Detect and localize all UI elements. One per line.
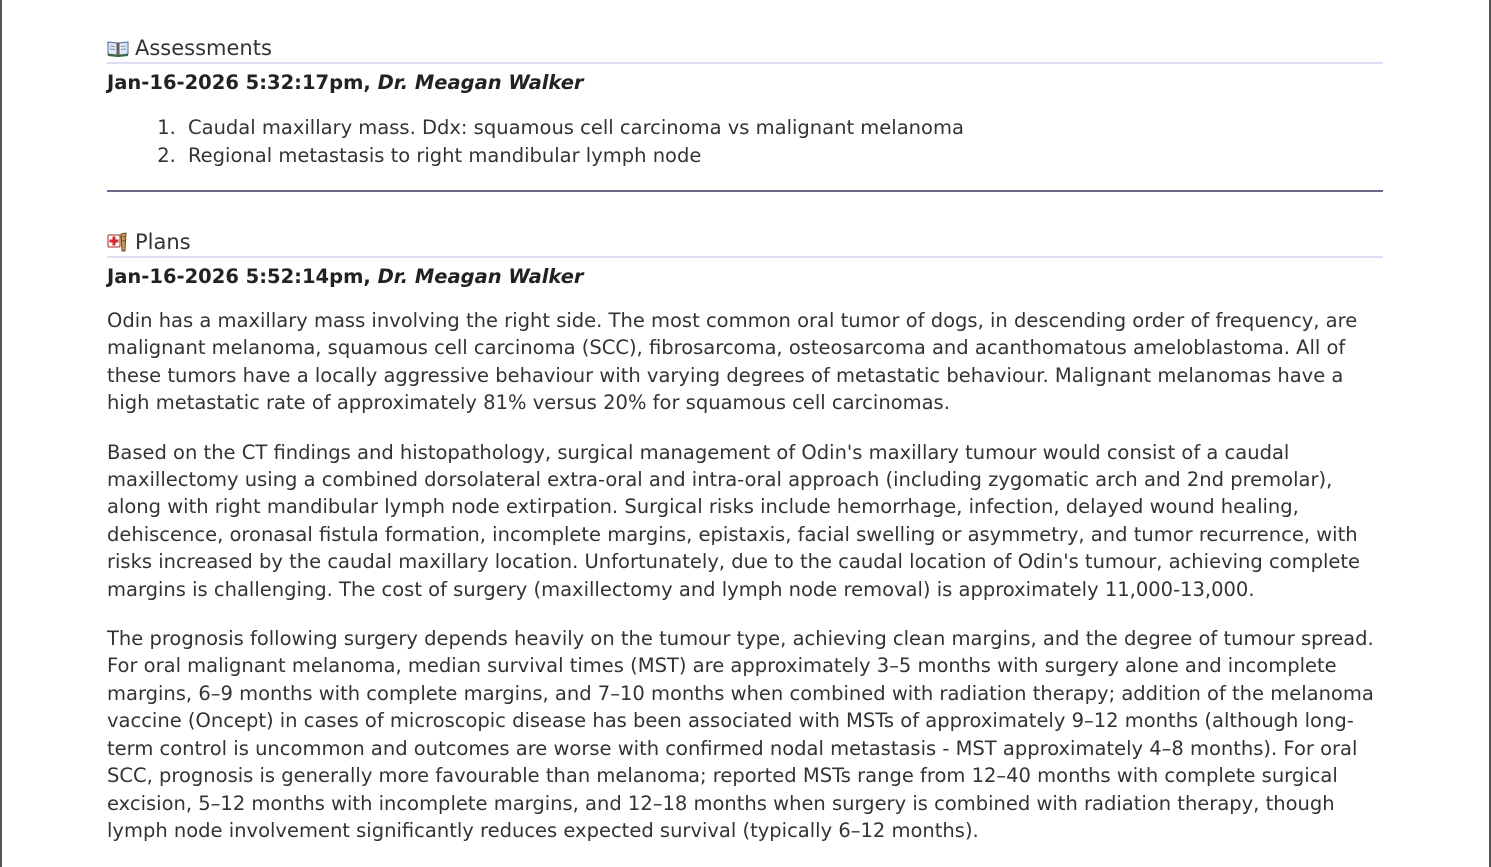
assessment-list — [107, 114, 1383, 170]
plans-title: Plans — [135, 230, 191, 254]
section-divider — [107, 190, 1383, 192]
window-left-edge — [0, 0, 2, 867]
plans-section — [107, 228, 1383, 844]
open-book-icon — [107, 38, 129, 58]
assessment-entry-meta — [107, 71, 1383, 94]
assessment-item: 1. Caudal maxillary mass. Ddx: squamous cell carcinoma vs malignant melanoma — [182, 114, 1383, 142]
assessment-timestamp: Jan-16-2026 5:32:17pm, — [107, 71, 371, 94]
assessments-title: Assessments — [135, 36, 272, 60]
plan-author: Dr. Meagan Walker — [377, 265, 584, 288]
plan-paragraph: Based on the CT findings and histopathology, surgical management of Odin's maxillary tumour would consist of a caudal maxillectomy using a combined dorsolateral extra-oral and intra-oral approach (including zygomatic arch and 2nd premolar), along with right mandibular lymph node extirpation. Surgical risks include hemorrhage, infection, delayed wound healing, dehiscence, oronasal fistula formation, incomplete margins, epistaxis, facial swelling or asymmetry, and tumor recurrence, with risks increased by the caudal maxillary location. Unfortunately, due to the caudal location of Odin's tumour, achieving complete margins is challenging. The cost of surgery (maxillectomy and lymph node removal) is approximately 11,000-13,000. — [107, 440, 1361, 601]
medical-record-content — [107, 34, 1383, 866]
plan-paragraph: The prognosis following surgery depends heavily on the tumour type, achieving clean margins, and the degree of tumour spread. For oral malignant melanoma, median survival times (MST) are approximately 3–5 months with surgery alone and incomplete margins, 6–9 months with complete margins, and 7–10 months when combined with radiation therapy; addition of the melanoma vaccine (Oncept) in cases of microscopic disease has been associated with MSTs of approximately 9–12 months (although long-term control is uncommon and outcomes are worse with confirmed nodal metastasis - MST approximately 4–8 months). For oral SCC, prognosis is generally more favourable than melanoma; reported MSTs range from 12–40 months with complete surgical excision, 5–12 months with incomplete margins, and 12–18 months when surgery is combined with radiation therapy, though lymph node involvement significantly reduces expected survival (typically 6–12 months). — [107, 627, 1374, 842]
assessment-author: Dr. Meagan Walker — [377, 71, 584, 94]
plan-timestamp: Jan-16-2026 5:52:14pm, — [107, 265, 371, 288]
plans-header — [107, 228, 1383, 258]
plan-paragraph: Odin has a maxillary mass involving the right side. The most common oral tumor of dogs, in descending order of frequency, are malignant melanoma, squamous cell carcinoma (SCC), fibrosarcoma, osteosarcoma and acanthomatous ameloblastoma. All of these tumors have a locally aggressive behaviour with varying degrees of metastatic behaviour. Malignant melanomas have a high metastatic rate of approximately 81% versus 20% for squamous cell carcinomas. — [107, 309, 1358, 415]
assessments-section — [107, 34, 1383, 192]
assessments-header — [107, 34, 1383, 64]
medical-kit-icon — [107, 232, 129, 252]
plans-body — [107, 307, 1383, 844]
assessment-item: 2. Regional metastasis to right mandibular lymph node — [182, 142, 1383, 170]
plan-entry-meta — [107, 265, 1383, 288]
